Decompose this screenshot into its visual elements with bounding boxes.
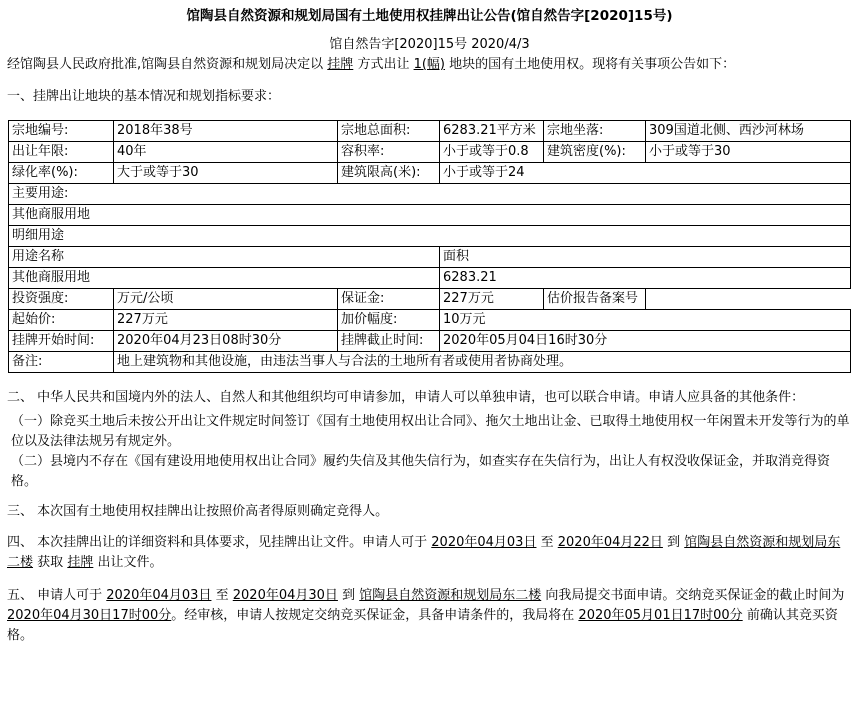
table-row	[9, 163, 851, 184]
parcel-info-table	[8, 120, 851, 373]
table-cell: 10万元	[440, 310, 851, 331]
table-cell: 6283.21平方米	[440, 121, 544, 142]
table-cell: 备注:	[9, 352, 114, 373]
table-cell: 面积	[440, 247, 851, 268]
table-cell: 万元/公顷	[114, 289, 338, 310]
section-2-item-1: （一）除竞买土地后未按公开出让文件规定时间签订《国有土地使用权出让合同》、拖欠土地出让金、已取得土地使用权一年闲置未开发等行为的单位以及法律法规另有规定外。	[11, 414, 850, 449]
s4-text: 至	[540, 535, 554, 550]
s5-text: 至	[215, 588, 229, 603]
notice-number-date: 馆自然告字[2020]15号 2020/4/3	[329, 37, 530, 52]
s5-deposit-deadline: 2020年04月30日17时00分	[7, 608, 172, 623]
section-2-paragraph: 二、 中华人民共和国境内外的法人、自然人和其他组织均可申请参加，申请人可以单独申请，也可以联合申请。申请人应具备的其他条件：	[7, 390, 805, 405]
table-cell: 40年	[114, 142, 338, 163]
table-cell: 309国道北侧、西沙河林场	[646, 121, 851, 142]
table-cell: 宗地坐落:	[544, 121, 646, 142]
table-cell: 2020年05月04日16时30分	[440, 331, 851, 352]
table-cell: 小于或等于30	[646, 142, 851, 163]
s4-text: 到	[667, 535, 681, 550]
table-cell: 6283.21	[440, 268, 851, 289]
table-cell: 挂牌截止时间:	[338, 331, 440, 352]
table-row	[9, 289, 851, 310]
intro-text-3: 地块的国有土地使用权。现将有关事项公告如下：	[449, 57, 736, 72]
table-cell: 227万元	[114, 310, 338, 331]
table-row	[9, 142, 851, 163]
s5-text: 向我局提交书面申请。交纳竞买保证金的截止时间为	[545, 588, 845, 603]
table-row	[9, 268, 851, 289]
table-cell: 保证金:	[338, 289, 440, 310]
s5-end-date: 2020年04月30日	[232, 588, 338, 603]
table-cell: 大于或等于30	[114, 163, 338, 184]
table-cell: 小于或等于0.8	[440, 142, 544, 163]
section-4-paragraph	[7, 533, 852, 573]
section-1-heading: 一、挂牌出让地块的基本情况和规划指标要求：	[7, 89, 281, 104]
table-cell: 绿化率(%):	[9, 163, 114, 184]
table-row	[9, 352, 851, 373]
table-cell: 容积率:	[338, 142, 440, 163]
table-row	[9, 310, 851, 331]
table-cell: 明细用途	[9, 226, 851, 247]
s4-method: 挂牌	[67, 555, 94, 570]
s4-text: 出让文件。	[97, 555, 163, 570]
table-cell: 宗地编号:	[9, 121, 114, 142]
table-cell: 主要用途:	[9, 184, 851, 205]
table-cell: 宗地总面积:	[338, 121, 440, 142]
intro-paragraph	[7, 56, 852, 74]
table-cell: 加价幅度:	[338, 310, 440, 331]
table-cell: 估价报告备案号	[544, 289, 646, 310]
section-2-item-2: （二）县境内不存在《国有建设用地使用权出让合同》履约失信及其他失信行为，如查实存在失信行为，出让人有权没收保证金，并取消竞得资格。	[11, 454, 831, 489]
table-cell-empty	[646, 289, 851, 310]
table-cell: 挂牌开始时间:	[9, 331, 114, 352]
transfer-method: 挂牌	[327, 57, 354, 72]
parcel-count: 1(幅)	[413, 57, 446, 72]
table-cell: 2018年38号	[114, 121, 338, 142]
table-cell: 建筑密度(%):	[544, 142, 646, 163]
s5-start-date: 2020年04月03日	[106, 588, 212, 603]
s5-text: 五、 申请人可于	[7, 588, 103, 603]
table-row	[9, 331, 851, 352]
intro-text-2: 方式出让	[357, 57, 410, 72]
table-cell: 用途名称	[9, 247, 440, 268]
table-row	[9, 184, 851, 205]
s5-confirm-date: 2020年05月01日17时00分	[578, 608, 743, 623]
s5-text: 前确认其竞买资格。	[7, 608, 838, 643]
table-row	[9, 247, 851, 268]
notice-page	[0, 6, 859, 706]
table-cell: 其他商服用地	[9, 205, 851, 226]
table-cell: 地上建筑物和其他设施，由违法当事人与合法的土地所有者或使用者协商处理。	[114, 352, 851, 373]
s5-text: 。经审核，申请人按规定交纳竞买保证金，具备申请条件的，我局将在	[171, 608, 575, 623]
s5-place: 馆陶县自然资源和规划局东二楼	[359, 588, 542, 603]
table-row	[9, 205, 851, 226]
notice-title: 馆陶县自然资源和规划局国有土地使用权挂牌出让公告(馆自然告字[2020]15号)	[186, 8, 673, 24]
intro-text-1: 经馆陶县人民政府批准,馆陶县自然资源和规划局决定以	[7, 57, 324, 72]
s4-place: 馆陶县自然资源和规划局东二楼	[7, 535, 841, 570]
table-cell: 小于或等于24	[440, 163, 851, 184]
table-cell: 其他商服用地	[9, 268, 440, 289]
s4-start-date: 2020年04月03日	[431, 535, 537, 550]
table-row	[9, 226, 851, 247]
s5-text: 到	[342, 588, 356, 603]
table-cell: 227万元	[440, 289, 544, 310]
table-cell: 出让年限:	[9, 142, 114, 163]
s4-text: 获取	[37, 555, 64, 570]
section-5-paragraph	[7, 586, 852, 646]
section-3-paragraph: 三、 本次国有土地使用权挂牌出让按照价高者得原则确定竞得人。	[7, 504, 389, 519]
s4-text: 四、 本次挂牌出让的详细资料和具体要求，见挂牌出让文件。申请人可于	[7, 535, 428, 550]
s4-end-date: 2020年04月22日	[557, 535, 663, 550]
table-cell: 起始价:	[9, 310, 114, 331]
table-cell: 投资强度:	[9, 289, 114, 310]
table-cell: 建筑限高(米):	[338, 163, 440, 184]
table-cell: 2020年04月23日08时30分	[114, 331, 338, 352]
table-row	[9, 121, 851, 142]
